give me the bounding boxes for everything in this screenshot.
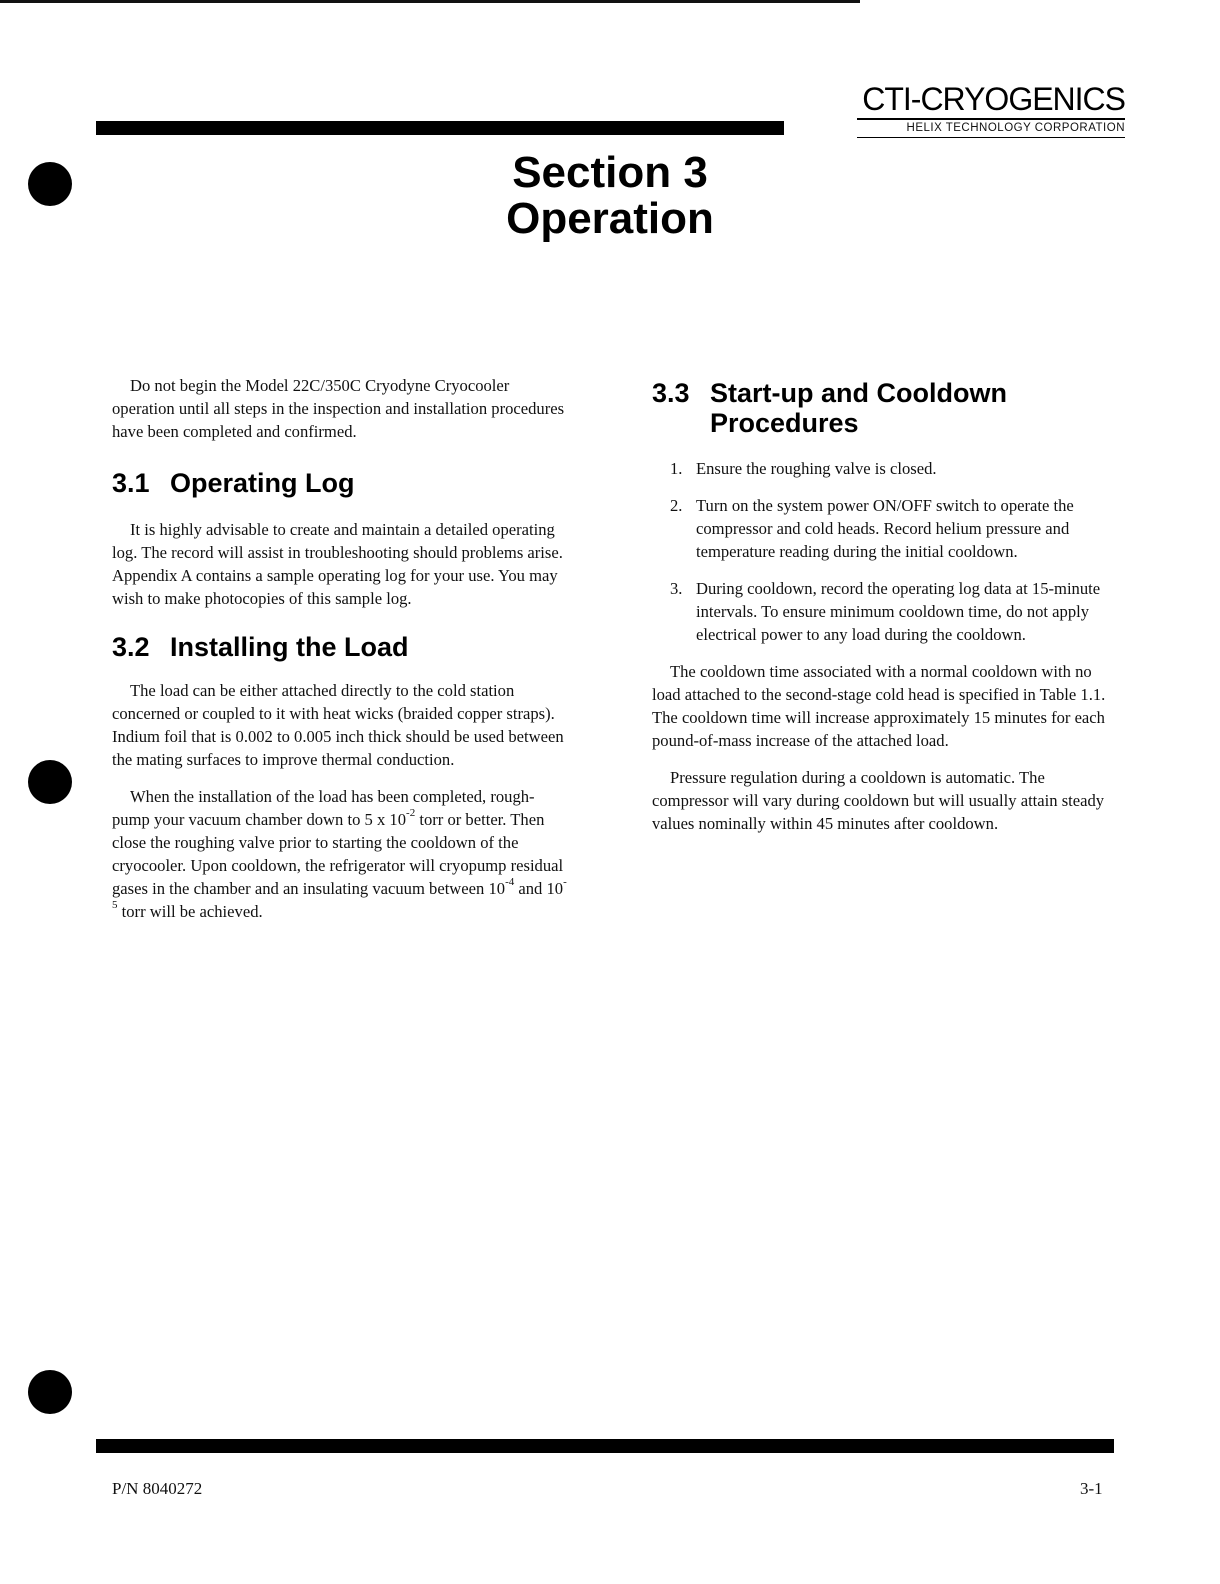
- company-logo: [857, 80, 1125, 138]
- section-3-3-heading: [652, 378, 1132, 438]
- title-line-2: Operation: [506, 194, 714, 243]
- section-title: Operating Log: [170, 468, 355, 498]
- section-3-1-heading: [112, 468, 572, 498]
- step-text: Ensure the roughing valve is closed.: [696, 459, 937, 478]
- section-number: 3.3: [652, 378, 690, 408]
- section-title-line-1: Start-up and Cooldown: [710, 378, 1007, 408]
- punch-hole-middle: [28, 760, 72, 804]
- section-3-2-paragraph-2: [112, 785, 572, 923]
- step-number: 3.: [670, 579, 683, 598]
- text-run: torr will be achieved.: [117, 902, 263, 921]
- punch-hole-bottom: [28, 1370, 72, 1414]
- page-title: [400, 150, 820, 242]
- text-run: and 10: [514, 879, 564, 898]
- header-rule: [96, 121, 784, 135]
- cooldown-time-paragraph: The cooldown time associated with a normal cooldown with no load attached to the second-stage cold head is specified in Table 1.1. The cooldown time will increase approximately 15 minutes for each pound-of-mass increase of the attached load.: [652, 662, 1106, 750]
- section-3-1-body: It is highly advisable to create and maintain a detailed operating log. The record will assist in troubleshooting should problems arise. Appendix A contains a sample operating log for your use. You may wish to make photocopies of this sample log.: [112, 520, 563, 608]
- step-number: 1.: [670, 459, 683, 478]
- section-title: Installing the Load: [170, 632, 409, 662]
- exponent: -2: [406, 807, 416, 819]
- step-text: During cooldown, record the operating log data at 15-minute intervals. To ensure minimum cooldown time, do not apply electrical power to any load during the cooldown.: [696, 579, 1101, 644]
- list-item: [652, 494, 1122, 563]
- company-subtitle: HELIX TECHNOLOGY CORPORATION: [857, 120, 1125, 138]
- startup-steps-list: [652, 457, 1122, 646]
- company-name: CTI-CRYOGENICS: [862, 81, 1125, 117]
- section-title: [710, 378, 1007, 438]
- section-number: 3.1: [112, 468, 150, 498]
- footer-rule: [96, 1439, 1114, 1453]
- section-3-2-heading: [112, 632, 572, 662]
- step-number: 2.: [670, 496, 683, 515]
- step-text: Turn on the system power ON/OFF switch to operate the compressor and cold heads. Record helium pressure and temperature reading during the initial cooldown.: [696, 496, 1074, 561]
- text-run: When the installation of the load has been completed, rough-pump your vacuum chamber down to 5 x 10: [112, 787, 535, 829]
- section-title-line-2: Procedures: [710, 408, 859, 438]
- title-line-1: Section 3: [512, 148, 708, 197]
- pressure-regulation-paragraph: Pressure regulation during a cooldown is automatic. The compressor will vary during cooldown but will usually attain steady values nominally within 45 minutes after cooldown.: [652, 768, 1105, 833]
- exponent: -4: [505, 876, 515, 888]
- page-number: 3-1: [1080, 1479, 1103, 1498]
- punch-hole-top: [28, 162, 72, 206]
- intro-paragraph: Do not begin the Model 22C/350C Cryodyne Cryocooler operation until all steps in the inspection and installation procedures have been completed and confirmed.: [112, 376, 565, 441]
- right-column: [652, 378, 1132, 835]
- list-item: [652, 457, 1122, 480]
- list-item: [652, 577, 1122, 646]
- scan-edge-line: [0, 0, 860, 3]
- exponent: -5: [112, 876, 567, 911]
- section-3-2-paragraph-1: The load can be either attached directly to the cold station concerned or coupled to it with heat wicks (braided copper straps). Indium foil that is 0.002 to 0.005 inch thick should be used between the mating surfaces to improve thermal conduction.: [112, 681, 564, 769]
- left-column: [112, 374, 572, 923]
- part-number: P/N 8040272: [112, 1479, 203, 1498]
- text-run: torr or better. Then close the roughing valve prior to starting the cooldown of the cryocooler. Upon cooldown, the refrigerator will cryopump residual gases in the chamber and an insulating vacuum between 10: [112, 810, 564, 898]
- section-number: 3.2: [112, 632, 150, 662]
